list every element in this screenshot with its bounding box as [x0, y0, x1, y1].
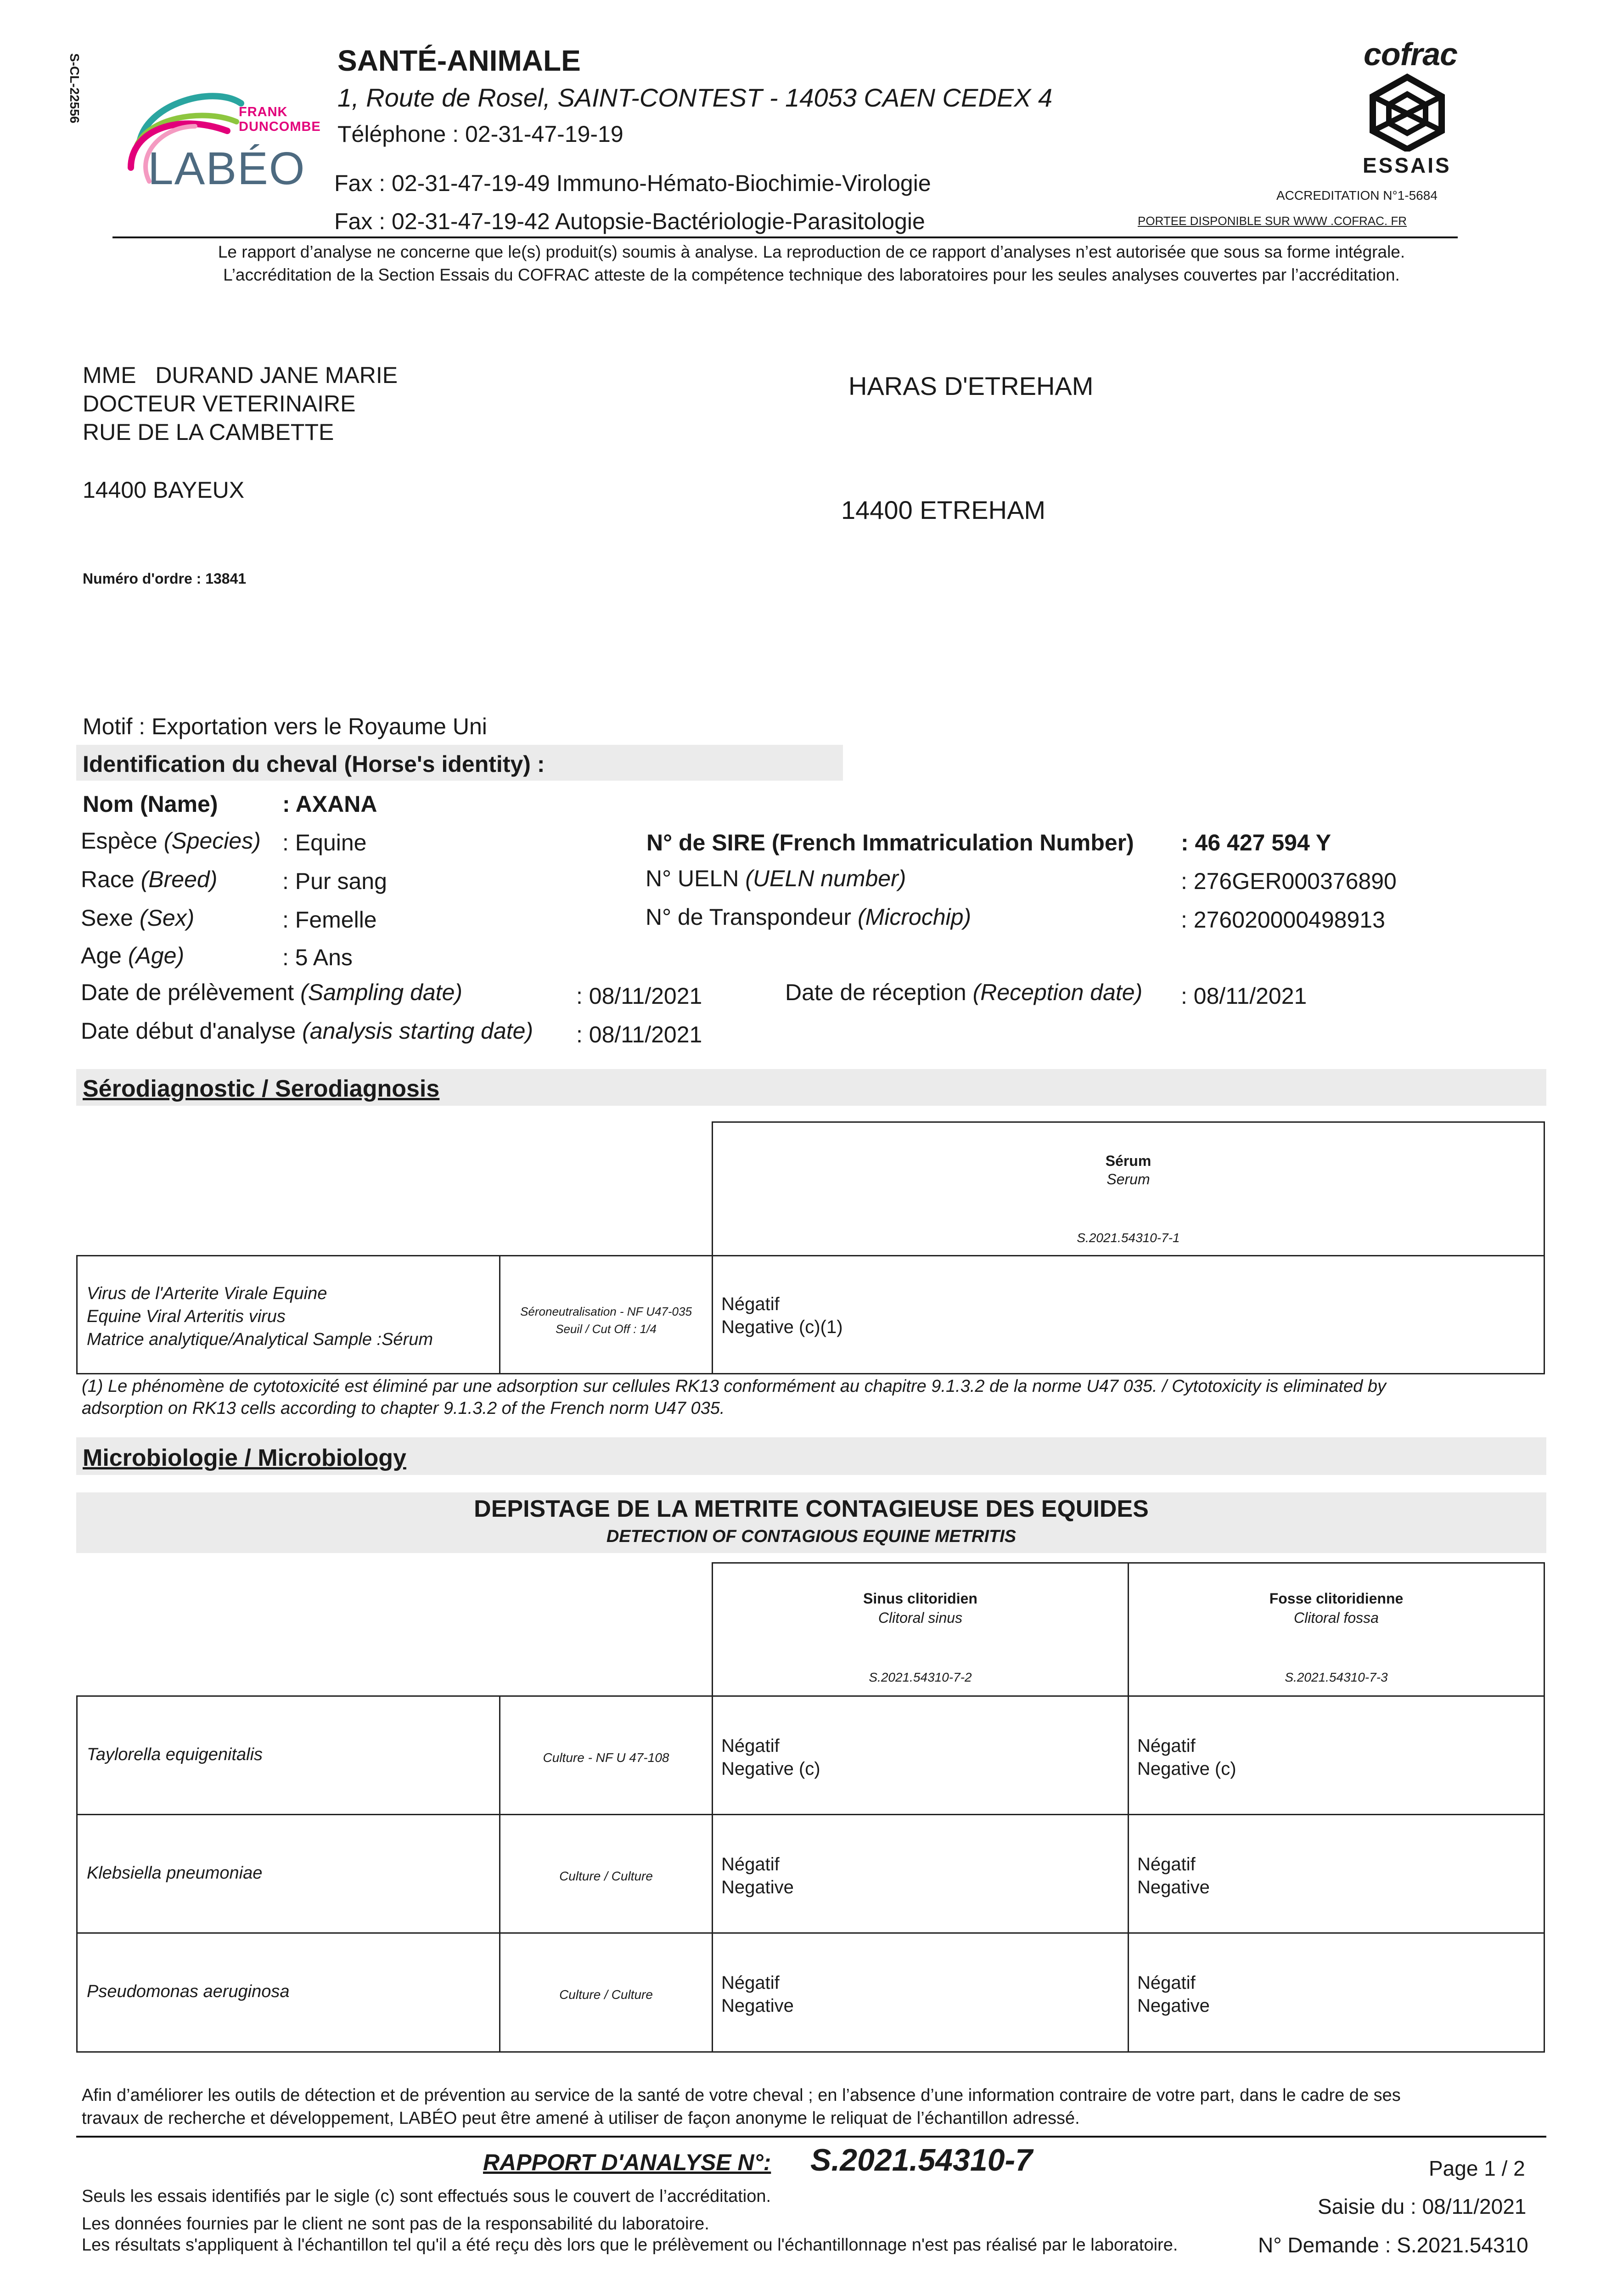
micro-row-method: Culture - NF U 47-108: [543, 1750, 669, 1765]
lab-phone: Téléphone : 02-31-47-19-19: [337, 121, 623, 147]
micro-row-method-cell: [499, 1932, 713, 2053]
sero-row-method-1: Séroneutralisation - NF U47-035: [520, 1305, 692, 1318]
addressee-line-2: DOCTEUR VETERINAIRE: [83, 391, 356, 416]
species-value: : Equine: [282, 830, 367, 855]
footer-line-2: Les données fournies par le client ne sont pas de la responsabilité du laboratoire.: [82, 2214, 709, 2234]
motif: Motif : Exportation vers le Royaume Uni: [83, 714, 487, 739]
footer-notice-1: Afin d’améliorer les outils de détection et de prévention au service de la santé de votre cheval ; en l’absence d’une information contraire de votre part, dans le cadre de ses: [82, 2086, 1401, 2105]
species-label-en: (Species): [163, 828, 261, 854]
sero-title: Sérodiagnostic / Serodiagnosis: [83, 1075, 440, 1102]
lab-fax-2: Fax : 02-31-47-19-42 Autopsie-Bactériologie-Parasitologie: [334, 208, 925, 234]
micro-row-result-2b: Negative (c): [1137, 1759, 1236, 1779]
report-label: RAPPORT D'ANALYSE N°:: [483, 2150, 771, 2175]
sampling-date-value: : 08/11/2021: [576, 983, 702, 1009]
age-label: [81, 942, 184, 969]
demande-number: N° Demande : S.2021.54310: [1258, 2233, 1528, 2257]
footer-line-3: Les résultats s'appliquent à l'échantillon tel qu'il a été reçu dès lors que le prélèvement ou l'échantillonnage n'est pas réalisé par le laboratoire.: [82, 2235, 1178, 2255]
cofrac-logo-mark: [1366, 73, 1449, 152]
analysis-start-label: [81, 1018, 533, 1044]
sex-label-fr: Sexe: [81, 905, 133, 931]
micro-row-result-2b: Negative: [1137, 1877, 1210, 1897]
sampling-date-label: [81, 979, 462, 1006]
footer-rule: [76, 2136, 1546, 2138]
sex-label: [81, 905, 194, 931]
micro-row-result-2b: Negative: [1137, 1996, 1210, 2016]
micro-row-result-2a: Négatif: [1137, 1736, 1196, 1756]
ueln-label-fr: N° UELN: [646, 866, 739, 891]
ueln-value: : 276GER000376890: [1181, 868, 1397, 894]
species-label: [81, 827, 261, 854]
side-code: S-CL-22556: [67, 53, 82, 124]
name-label: Nom (Name): [83, 791, 218, 817]
logo-brand-text: FRANK DUNCOMBE: [239, 105, 321, 134]
breed-label: [81, 866, 217, 893]
micro-row-result-1b: Negative: [721, 1996, 794, 2016]
sero-row-method-cell: [499, 1255, 713, 1374]
micro-col-1-id: S.2021.54310-7-2: [869, 1670, 972, 1684]
micro-row-name-cell: [76, 1814, 500, 1934]
micro-row-result-2-cell: [1128, 1695, 1545, 1815]
sero-footnote-1: (1) Le phénomène de cytotoxicité est éliminé par une adsorption sur cellules RK13 conformément au chapitre 9.1.3.2 de la norme U47 035. / Cytotoxicity is eliminated by: [82, 1377, 1386, 1396]
sero-footnote-2: adsorption on RK13 cells according to chapter 9.1.3.2 of the French norm U47 035.: [82, 1399, 725, 1418]
ueln-label-en: (UELN number): [745, 866, 906, 891]
micro-col-1-title-en: Clitoral sinus: [878, 1609, 963, 1626]
breed-value: : Pur sang: [282, 868, 387, 894]
micro-row-method-cell: [499, 1814, 713, 1934]
disclaimer-2: L’accréditation de la Section Essais du COFRAC atteste de la compétence technique des laboratoires pour les seules analyses couvertes par l’accréditation.: [223, 265, 1400, 284]
analysis-start-label-en: (analysis starting date): [302, 1018, 534, 1044]
species-label-fr: Espèce: [81, 828, 157, 854]
owner-line-2: 14400 ETREHAM: [841, 495, 1046, 524]
micro-row-result-1b: Negative (c): [721, 1759, 820, 1779]
transponder-label-fr: N° de Transpondeur: [646, 904, 852, 930]
sero-row-name-2: Equine Viral Arteritis virus: [87, 1307, 286, 1326]
transponder-value: : 276020000498913: [1181, 907, 1385, 933]
report-number: S.2021.54310-7: [810, 2143, 1033, 2178]
sero-col-title-en: Serum: [1106, 1171, 1150, 1187]
micro-row-name-cell: [76, 1695, 500, 1815]
micro-row-result-2-cell: [1128, 1932, 1545, 2053]
micro-row-result-2a: Négatif: [1137, 1854, 1196, 1874]
cem-subtitle: DETECTION OF CONTAGIOUS EQUINE METRITIS: [606, 1527, 1016, 1546]
micro-title: Microbiologie / Microbiology: [83, 1445, 406, 1471]
sampling-date-label-en: (Sampling date): [300, 979, 463, 1005]
micro-row-name: Pseudomonas aeruginosa: [87, 1982, 290, 2001]
micro-row-result-2-cell: [1128, 1814, 1545, 1934]
analysis-start-value: : 08/11/2021: [576, 1022, 702, 1047]
cofrac-logo-word: cofrac: [1364, 36, 1458, 72]
micro-row-result-1-cell: [712, 1814, 1129, 1934]
age-label-en: (Age): [128, 943, 185, 968]
micro-col-2-title-en: Clitoral fossa: [1294, 1609, 1379, 1626]
reception-date-label-en: (Reception date): [972, 979, 1143, 1005]
ueln-label: [646, 865, 906, 892]
sero-row-name-1: Virus de l'Arterite Virale Equine: [87, 1284, 327, 1303]
name-value: : AXANA: [282, 791, 377, 817]
breed-label-fr: Race: [81, 867, 135, 892]
cofrac-essais: ESSAIS: [1363, 153, 1451, 177]
lab-fax-1: Fax : 02-31-47-19-49 Immuno-Hémato-Biochimie-Virologie: [334, 170, 931, 196]
sire-label: N° de SIRE (French Immatriculation Number): [646, 830, 1134, 855]
cem-title: DEPISTAGE DE LA METRITE CONTAGIEUSE DES EQUIDES: [474, 1496, 1149, 1522]
micro-row-name: Taylorella equigenitalis: [87, 1745, 263, 1764]
sampling-date-label-fr: Date de prélèvement: [81, 979, 294, 1005]
transponder-label: [646, 904, 971, 930]
sex-value: : Femelle: [282, 907, 377, 933]
micro-row-name: Klebsiella pneumoniae: [87, 1863, 263, 1883]
reception-date-value: : 08/11/2021: [1181, 983, 1307, 1009]
sero-row-name-cell: [76, 1255, 500, 1374]
micro-row-result-1-cell: [712, 1695, 1129, 1815]
micro-row-result-1a: Négatif: [721, 1854, 780, 1874]
micro-col-2-id: S.2021.54310-7-3: [1285, 1670, 1388, 1684]
saisie-date: Saisie du : 08/11/2021: [1318, 2195, 1527, 2218]
owner-line-1: HARAS D'ETREHAM: [848, 371, 1094, 400]
sero-row-result-2: Negative (c)(1): [721, 1317, 843, 1337]
micro-row-result-1a: Négatif: [721, 1973, 780, 1993]
addressee-line-1: MME DURAND JANE MARIE: [83, 362, 398, 388]
micro-col-header-2: [1128, 1562, 1545, 1697]
cofrac-hexagon-icon: [1366, 73, 1449, 152]
micro-col-1-title: Sinus clitoridien: [863, 1590, 977, 1607]
sero-row-result-cell: [712, 1255, 1545, 1374]
micro-row-method: Culture / Culture: [559, 1987, 653, 2002]
micro-row-result-1-cell: [712, 1932, 1129, 2053]
sero-row-result-1: Négatif: [721, 1294, 780, 1314]
transponder-label-en: (Microchip): [857, 904, 972, 930]
micro-row-result-1b: Negative: [721, 1877, 794, 1897]
accreditation-number: ACCREDITATION N°1-5684: [1276, 188, 1438, 203]
micro-row-method: Culture / Culture: [559, 1869, 653, 1883]
sero-col-id: S.2021.54310-7-1: [1077, 1231, 1180, 1245]
header-rule: [112, 236, 1458, 238]
addressee-line-4: 14400 BAYEUX: [83, 477, 245, 503]
disclaimer-1: Le rapport d’analyse ne concerne que le(s) produit(s) soumis à analyse. La reproduction de ce rapport d’analyses n’est autorisée que sous sa forme intégrale.: [218, 242, 1405, 261]
micro-col-header-1: [712, 1562, 1129, 1697]
logo-main-text: LABÉO: [148, 143, 306, 194]
micro-col-2-title: Fosse clitoridienne: [1269, 1590, 1404, 1607]
age-label-fr: Age: [81, 943, 122, 968]
micro-row-name-cell: [76, 1932, 500, 2053]
addressee-line-3: RUE DE LA CAMBETTE: [83, 419, 334, 445]
reception-date-label: [785, 979, 1142, 1006]
sero-col-title: Sérum: [1105, 1153, 1151, 1169]
sero-row-method-2: Seuil / Cut Off : 1/4: [556, 1322, 657, 1336]
sero-column-header: [712, 1121, 1545, 1256]
sire-value: : 46 427 594 Y: [1181, 830, 1331, 855]
portee-link[interactable]: PORTEE DISPONIBLE SUR WWW .COFRAC. FR: [1138, 214, 1407, 228]
identity-title: Identification du cheval (Horse's identity) :: [83, 751, 545, 777]
sex-label-en: (Sex): [139, 905, 195, 931]
age-value: : 5 Ans: [282, 945, 353, 970]
breed-label-en: (Breed): [140, 867, 218, 892]
lab-name: SANTÉ-ANIMALE: [337, 44, 581, 77]
sero-row-name-3: Matrice analytique/Analytical Sample :Sérum: [87, 1330, 433, 1349]
reception-date-label-fr: Date de réception: [785, 979, 966, 1005]
footer-notice-2: travaux de recherche et développement, LABÉO peut être amené à utiliser de façon anonyme le reliquat de l’échantillon adressé.: [82, 2109, 1080, 2128]
analysis-start-label-fr: Date début d'analyse: [81, 1018, 296, 1044]
page-number: Page 1 / 2: [1429, 2156, 1525, 2180]
order-number: Numéro d'ordre : 13841: [83, 570, 247, 587]
footer-line-1: Seuls les essais identifiés par le sigle (c) sont effectués sous le couvert de l’accréditation.: [82, 2187, 771, 2206]
lab-address: 1, Route de Rosel, SAINT-CONTEST - 14053 CAEN CEDEX 4: [337, 83, 1053, 112]
micro-row-method-cell: [499, 1695, 713, 1815]
micro-row-result-1a: Négatif: [721, 1736, 780, 1756]
micro-row-result-2a: Négatif: [1137, 1973, 1196, 1993]
